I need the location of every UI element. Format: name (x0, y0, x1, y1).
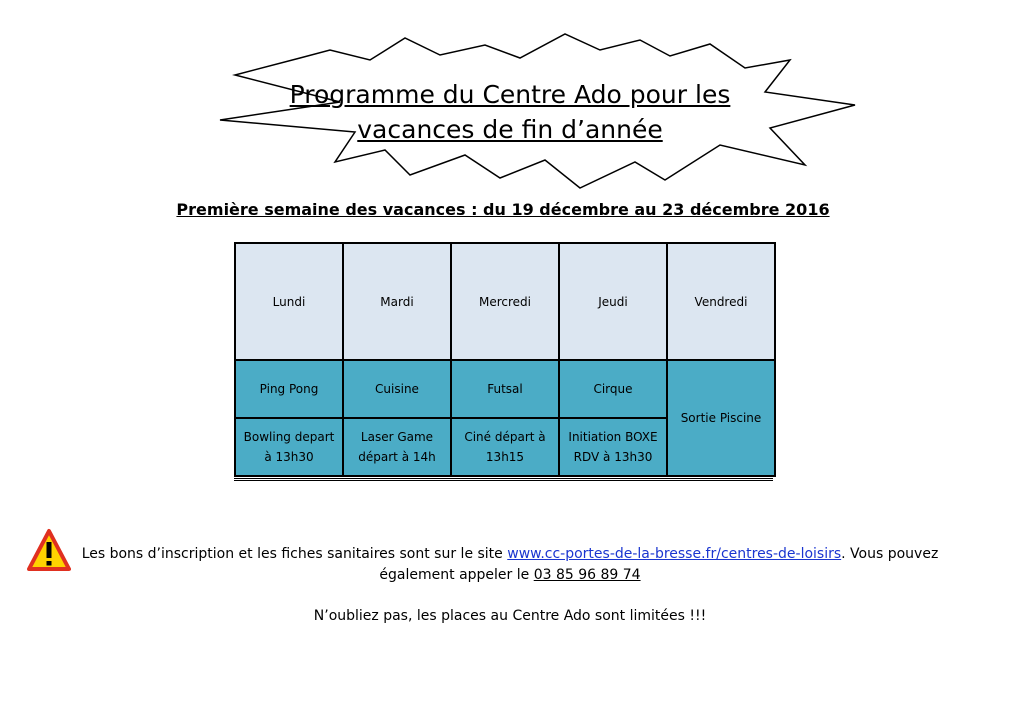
day-cell-mercredi: Mercredi (451, 243, 559, 360)
activity-cell: Bowling depart à 13h30 (235, 418, 343, 476)
days-row (235, 243, 775, 360)
activity-row-1 (235, 360, 775, 418)
page-title-line-1: Programme du Centre Ado pour les (289, 80, 731, 109)
info-line-1 (60, 546, 960, 562)
page-title-line-2: vacances de fin d’année (357, 115, 663, 144)
reminder-text: N’oubliez pas, les places au Centre Ado sont limitées !!! (313, 608, 707, 624)
activity-cell: Cuisine (343, 360, 451, 418)
info-text: Les bons d’inscription et les fiches sanitaires sont sur le site (81, 546, 508, 562)
activity-cell: Cirque (559, 360, 667, 418)
day-cell-jeudi: Jeudi (559, 243, 667, 360)
info-phone-label: également appeler le (379, 567, 534, 583)
website-link[interactable]: www.cc-portes-de-la-bresse.fr/centres-de-loisirs (507, 546, 842, 562)
schedule-table (234, 242, 776, 477)
table-underline (234, 478, 773, 481)
activity-cell: Futsal (451, 360, 559, 418)
day-cell-lundi: Lundi (235, 243, 343, 360)
activity-cell: Laser Game départ à 14h (343, 418, 451, 476)
activity-cell-friday: Sortie Piscine (667, 360, 775, 476)
phone-number: 03 85 96 89 74 (533, 567, 641, 583)
day-cell-vendredi: Vendredi (667, 243, 775, 360)
day-cell-mardi: Mardi (343, 243, 451, 360)
activity-cell: Initiation BOXE RDV à 13h30 (559, 418, 667, 476)
activity-cell: Ping Pong (235, 360, 343, 418)
info-text-after: . Vous pouvez (841, 546, 939, 562)
activity-cell: Ciné départ à 13h15 (451, 418, 559, 476)
week-subtitle: Première semaine des vacances : du 19 décembre au 23 décembre 2016 (176, 200, 830, 219)
info-line-2 (60, 567, 960, 583)
